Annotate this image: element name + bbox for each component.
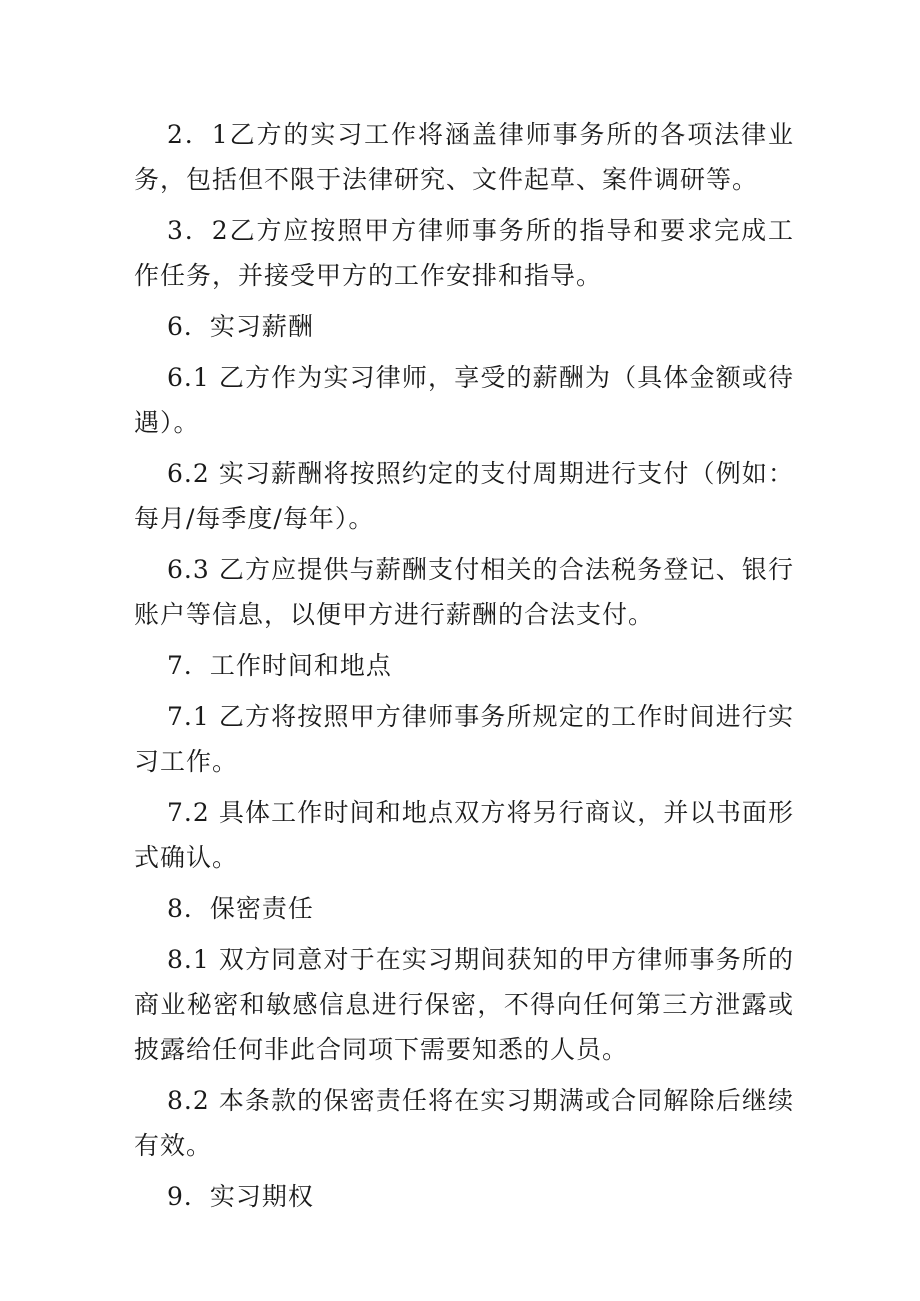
section-heading-6: 6．实习薪酬 [167, 312, 314, 341]
clause-6-3: 6.3 乙方应提供与薪酬支付相关的合法税务登记、银行账户等信息，以便甲方进行薪酬的合法支付。 [134, 555, 794, 629]
clause-6-1: 6.1 乙方作为实习律师，享受的薪酬为（具体金额或待遇）。 [134, 363, 794, 437]
clause-3-2: 3．2乙方应按照甲方律师事务所的指导和要求完成工作任务，并接受甲方的工作安排和指导。 [134, 216, 794, 290]
clause-8-2: 8.2 本条款的保密责任将在实习期满或合同解除后继续有效。 [134, 1086, 794, 1160]
clause-2-1: 2．1乙方的实习工作将涵盖律师事务所的各项法律业务，包括但不限于法律研究、文件起草、案件调研等。 [134, 120, 794, 194]
clause-7-2: 7.2 具体工作时间和地点双方将另行商议，并以书面形式确认。 [134, 798, 794, 872]
section-heading-9: 9．实习期权 [167, 1182, 314, 1211]
clause-6-2: 6.2 实习薪酬将按照约定的支付周期进行支付（例如：每月/每季度/每年）。 [134, 459, 794, 533]
section-heading-7: 7．工作时间和地点 [167, 651, 392, 680]
clause-7-1: 7.1 乙方将按照甲方律师事务所规定的工作时间进行实习工作。 [134, 702, 794, 776]
section-heading-8: 8．保密责任 [167, 894, 314, 923]
clause-8-1: 8.1 双方同意对于在实习期间获知的甲方律师事务所的商业秘密和敏感信息进行保密，不得向任何第三方泄露或披露给任何非此合同项下需要知悉的人员。 [134, 945, 794, 1064]
document-body [134, 112, 794, 1225]
